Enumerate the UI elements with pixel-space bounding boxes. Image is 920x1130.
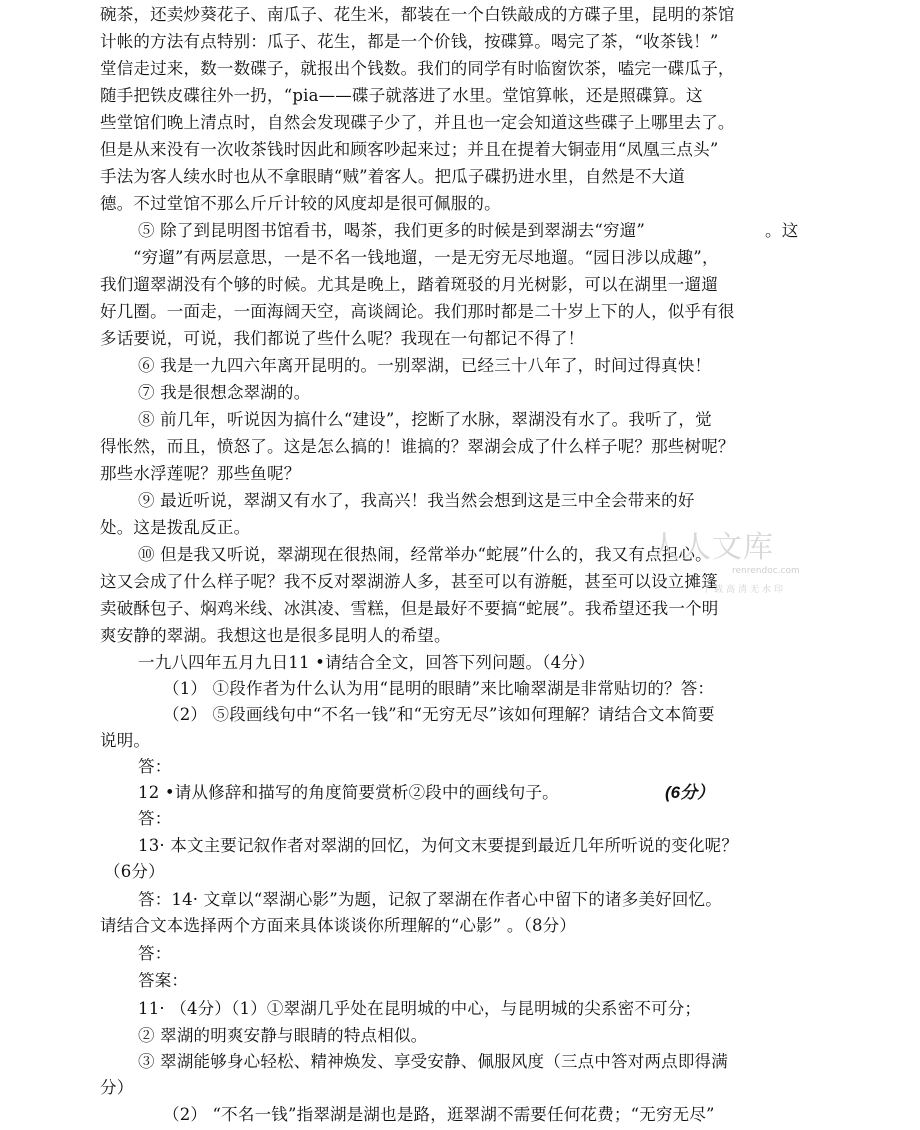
text-line: 得怅然，而且，愤怒了。这是怎么搞的！谁搞的？翠湖会成了什么样子呢？那些树呢？: [100, 437, 735, 456]
text-line: ⑦ 我是很想念翠湖的。: [138, 383, 311, 402]
text-line: 一九八四年五月九日11 •请结合全文，回答下列问题。（4分）: [138, 653, 595, 672]
text-line: ⑩ 但是我又听说，翠湖现在很热闹，经常举办“蛇展”什么的，我又有点担心。: [138, 545, 712, 564]
text-line: （2） ⑤段画线句中“不名一钱”和“无穷无尽”该如何理解？请结合文本简要: [163, 705, 715, 724]
text-line: 德。不过堂馆不那么斤斤计较的风度却是很可佩服的。: [100, 194, 501, 213]
text-line: 分）: [100, 1078, 134, 1097]
text-line: 请结合文本选择两个方面来具体谈谈你所理解的“心影” 。（8分）: [100, 916, 577, 935]
text-line: 多话要说，可说，我们都说了些什么呢？我现在一句都记不得了！: [100, 329, 585, 348]
text-line: （1） ①段作者为什么认为用“昆明的眼睛”来比喻翠湖是非常贴切的？答：: [163, 679, 715, 698]
text-line: 我们遛翠湖没有个够的时候。尤其是晚上，踏着斑驳的月光树影，可以在湖里一遛遛: [100, 275, 718, 294]
text-line: 说明。: [100, 731, 151, 750]
text-line: 碗茶，还卖炒葵花子、南瓜子、花生米，都装在一个白铁敲成的方碟子里，昆明的茶馆: [100, 5, 735, 24]
text-line: 堂信走过来，数一数碟子，就报出个钱数。我们的同学有时临窗饮茶，嗑完一碟瓜子，: [100, 59, 735, 78]
text-line: 那些水浮莲呢？那些鱼呢？: [100, 464, 301, 483]
text-line: 答：: [138, 944, 172, 963]
text-line: 爽安静的翠湖。我想这也是很多昆明人的希望。: [100, 626, 451, 645]
watermark-url: renrendoc.com: [732, 566, 800, 576]
text-line: 计帐的方法有点特别：瓜子、花生，都是一个价钱，按碟算。喝完了茶，“收茶钱！”: [100, 32, 719, 51]
text-line: （2） “不名一钱”指翠湖是湖也是路，逛翠湖不需要任何花费；“无穷无尽”: [163, 1105, 715, 1124]
text-line: 答案：: [138, 971, 189, 990]
text-line: 些堂馆们晚上清点时，自然会发现碟子少了，并且也一定会知道这些碟子上哪里去了。: [100, 113, 735, 132]
text-line: ⑨ 最近听说，翠湖又有水了，我高兴！我当然会想到这是三中全会带来的好: [138, 491, 695, 510]
text-line: 但是从来没有一次收茶钱时因此和顾客吵起来过；并且在提着大铜壶用“凤凰三点头”: [100, 140, 719, 159]
text-line: 这又会成了什么样子呢？我不反对翠湖游人多，甚至可以有游艇，甚至可以设立摊篷: [100, 572, 718, 591]
text-line: 答：: [138, 757, 172, 776]
text-line: （6分）: [104, 862, 165, 881]
text-line: 卖破酥包子、焖鸡米线、冰淇凌、雪糕，但是最好不要搞“蛇展”。我希望还我一个明: [100, 599, 719, 618]
text-line: 。这: [765, 221, 799, 240]
text-line: 11· （4分）（1）①翠湖几乎处在昆明城的中心，与昆明城的尖系密不可分；: [138, 999, 702, 1018]
text-line: 好几圈。一面走，一面海阔天空，高谈阔论。我们那时都是二十岁上下的人，似乎有很: [100, 302, 735, 321]
text-line: ③ 翠湖能够身心轻松、精神焕发、享受安静、佩服风度（三点中答对两点即得满: [138, 1052, 728, 1071]
text-line: ② 翠湖的明爽安静与眼睛的特点相似。: [138, 1026, 428, 1045]
text-line: 处。这是拨乱反正。: [100, 518, 251, 537]
text-line: 13· 本文主要记叙作者对翠湖的回忆，为何文末要提到最近几年所听说的变化呢？: [138, 836, 739, 855]
text-line: ⑧ 前几年，听说因为搞什么“建设”，挖断了水脉，翠湖没有水了。我听了，觉: [138, 410, 712, 429]
text-line: “穷遛”有两层意思，一是不名一钱地遛，一是无穷无尽地遛。“园日涉以成趣”，: [133, 248, 719, 267]
watermark-logo: 人人文库: [650, 530, 774, 565]
text-line: 随手把铁皮碟往外一扔，“pia——碟子就落进了水里。堂馆算帐，还是照碟算。这: [100, 86, 703, 105]
score-label: (6分）: [665, 783, 715, 802]
text-line: 答：14· 文章以“翠湖心影”为题，记叙了翠湖在作者心中留下的诸多美好回忆。: [138, 890, 722, 909]
text-line: 答：: [138, 809, 172, 828]
watermark-slogan: 下载高清无水印: [702, 585, 787, 595]
text-line: ⑤ 除了到昆明图书馆看书，喝茶，我们更多的时候是到翠湖去“穷遛”: [138, 221, 646, 240]
text-line: 12 •请从修辞和描写的角度简要赏析②段中的画线句子。: [138, 783, 559, 802]
text-line: 手法为客人续水时也从不拿眼睛“贼”着客人。把瓜子碟扔进水里，自然是不大道: [100, 167, 686, 186]
text-line: ⑥ 我是一九四六年离开昆明的。一别翠湖，已经三十八年了，时间过得真快！: [138, 356, 712, 375]
